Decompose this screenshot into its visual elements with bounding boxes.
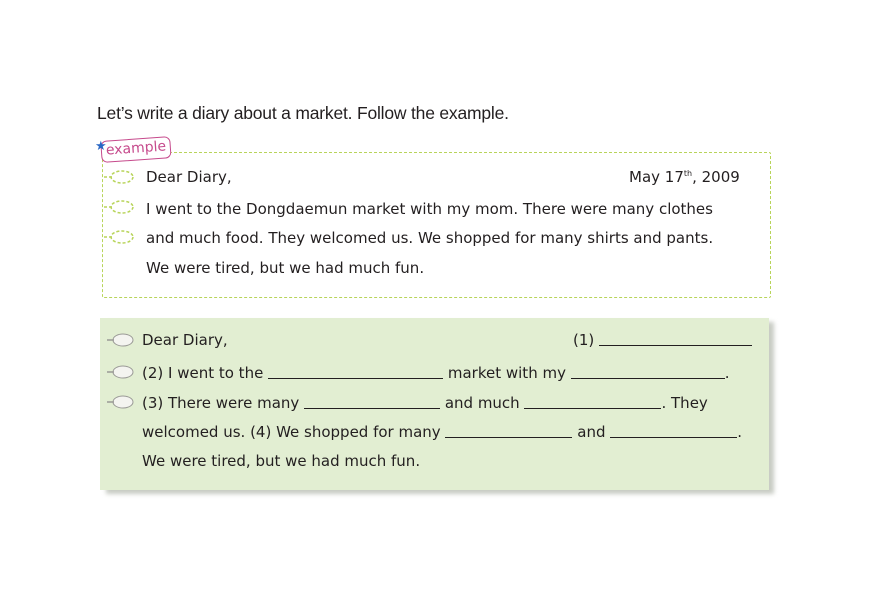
example-line-3: We were tired, but we had much fun. — [146, 259, 425, 277]
example-line-1: I went to the Dongdaemun market with my mom. There were many clothes — [146, 200, 713, 218]
star-icon: ★ — [95, 139, 107, 154]
binder-ring-icon — [106, 333, 134, 347]
example-tag: example — [100, 136, 172, 163]
exercise-line-3 — [142, 394, 708, 412]
binder-ring-icon — [102, 170, 134, 184]
blank-shopped-2[interactable] — [610, 436, 737, 438]
blank-much[interactable] — [524, 407, 661, 409]
exercise-line-2 — [142, 364, 730, 382]
text-segment: and — [577, 423, 606, 441]
text-segment: (3) There were many — [142, 394, 300, 412]
exercise-line-5: We were tired, but we had much fun. — [142, 452, 421, 470]
text-segment: market with my — [447, 364, 566, 382]
text-segment: welcomed us. (4) We shopped for many — [142, 423, 441, 441]
blank-date[interactable] — [599, 344, 752, 346]
exercise-line-4 — [142, 423, 742, 441]
binder-ring-icon — [102, 230, 134, 244]
blank-shopped-1[interactable] — [445, 436, 572, 438]
exercise-greeting: Dear Diary, — [142, 331, 228, 349]
text-segment: . They — [661, 394, 708, 412]
binder-ring-icon — [106, 365, 134, 379]
binder-ring-icon — [106, 395, 134, 409]
text-segment: . — [724, 364, 730, 382]
example-line-2: and much food. They welcomed us. We shopped for many shirts and pants. — [146, 229, 714, 247]
date-month-day: May 17 — [629, 168, 684, 186]
blank-many[interactable] — [304, 407, 440, 409]
binder-ring-icon — [102, 200, 134, 214]
blank-companion[interactable] — [571, 377, 725, 379]
text-segment: (2) I went to the — [142, 364, 264, 382]
date-suffix: th — [683, 169, 693, 178]
blank-market[interactable] — [268, 377, 443, 379]
example-greeting: Dear Diary, — [146, 168, 232, 186]
example-date — [629, 168, 740, 186]
instruction-text: Let’s write a diary about a market. Follow the example. — [97, 103, 509, 123]
exercise-line-1 — [573, 331, 752, 349]
text-segment: . — [737, 423, 743, 441]
text-segment: and much — [444, 394, 520, 412]
item-number-1: (1) — [573, 331, 595, 349]
date-year: , 2009 — [692, 168, 740, 186]
